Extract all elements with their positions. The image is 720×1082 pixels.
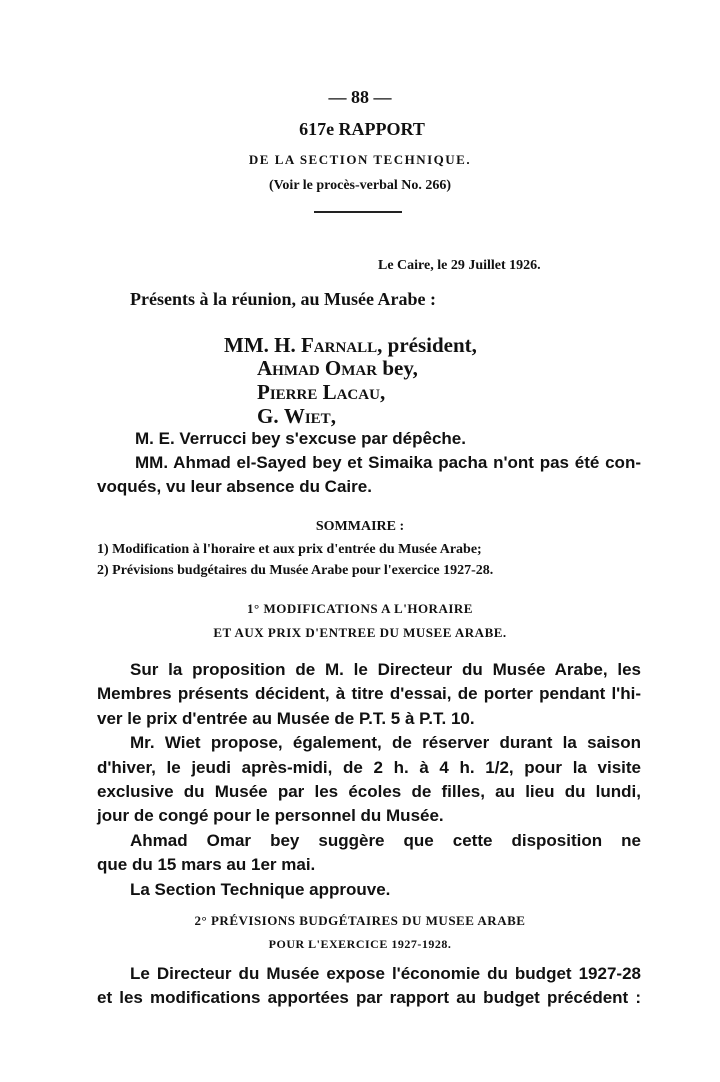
paragraph-line: Membres présents décident, à titre d'essai, de porter pendant l'hi- xyxy=(97,684,641,703)
paragraph-line: d'hiver, le jeudi après-midi, de 2 h. à 4 h. 1/2, pour la visite xyxy=(97,758,641,777)
excuse-line: M. E. Verrucci bey s'excuse par dépêche. xyxy=(135,429,466,448)
attendee: Ahmad Omar bey, xyxy=(257,356,418,380)
section2-heading: 2° PRÉVISIONS BUDGÉTAIRES DU MUSEE ARABE xyxy=(194,913,526,928)
summary-item: 2) Prévisions budgétaires du Musée Arabe pour l'exercice 1927-28. xyxy=(97,563,494,578)
paragraph-line: exclusive du Musée par les écoles de filles, au lieu du lundi, xyxy=(97,782,641,801)
report-subtitle: DE LA SECTION TECHNIQUE. xyxy=(248,152,472,167)
section1-heading: ET AUX PRIX D'ENTREE DU MUSEE ARABE. xyxy=(213,625,507,640)
excuse-line: voqués, vu leur absence du Caire. xyxy=(97,477,372,496)
report-reference: (Voir le procès-verbal No. 266) xyxy=(268,178,452,193)
paragraph-line: et les modifications apportées par rapport au budget précédent : xyxy=(97,988,641,1007)
attendee: Pierre Lacau, xyxy=(257,380,386,404)
separator-rule xyxy=(314,211,402,213)
summary-item: 1) Modification à l'horaire et aux prix d'entrée du Musée Arabe; xyxy=(97,542,482,557)
section2-heading: POUR L'EXERCICE 1927-1928. xyxy=(268,937,452,951)
page-number: — 88 — xyxy=(328,87,392,107)
report-title: 617e RAPPORT xyxy=(299,119,425,139)
attendee: G. Wiet, xyxy=(257,404,336,428)
paragraph-line: ver le prix d'entrée au Musée de P.T. 5 à P.T. 10. xyxy=(97,709,475,728)
dateline: Le Caire, le 29 Juillet 1926. xyxy=(378,258,541,273)
paragraph-line: Ahmad Omar bey suggère que cette disposition ne xyxy=(130,831,641,850)
summary-title: SOMMAIRE : xyxy=(315,519,405,534)
section1-heading: 1° MODIFICATIONS A L'HORAIRE xyxy=(247,601,473,616)
paragraph-line: Le Directeur du Musée expose l'économie du budget 1927-28 xyxy=(130,964,641,983)
paragraph-line: que du 15 mars au 1er mai. xyxy=(97,855,316,874)
paragraph-line: La Section Technique approuve. xyxy=(130,880,391,899)
attendance-intro: Présents à la réunion, au Musée Arabe : xyxy=(130,289,436,309)
excuse-line: MM. Ahmad el-Sayed bey et Simaika pacha n'ont pas été con- xyxy=(135,453,641,472)
paragraph-line: jour de congé pour le personnel du Musée. xyxy=(97,806,444,825)
paragraph-line: Mr. Wiet propose, également, de réserver durant la saison xyxy=(130,733,641,752)
paragraph-line: Sur la proposition de M. le Directeur du Musée Arabe, les xyxy=(130,660,641,679)
attendee: MM. H. Farnall, président, xyxy=(224,333,477,357)
